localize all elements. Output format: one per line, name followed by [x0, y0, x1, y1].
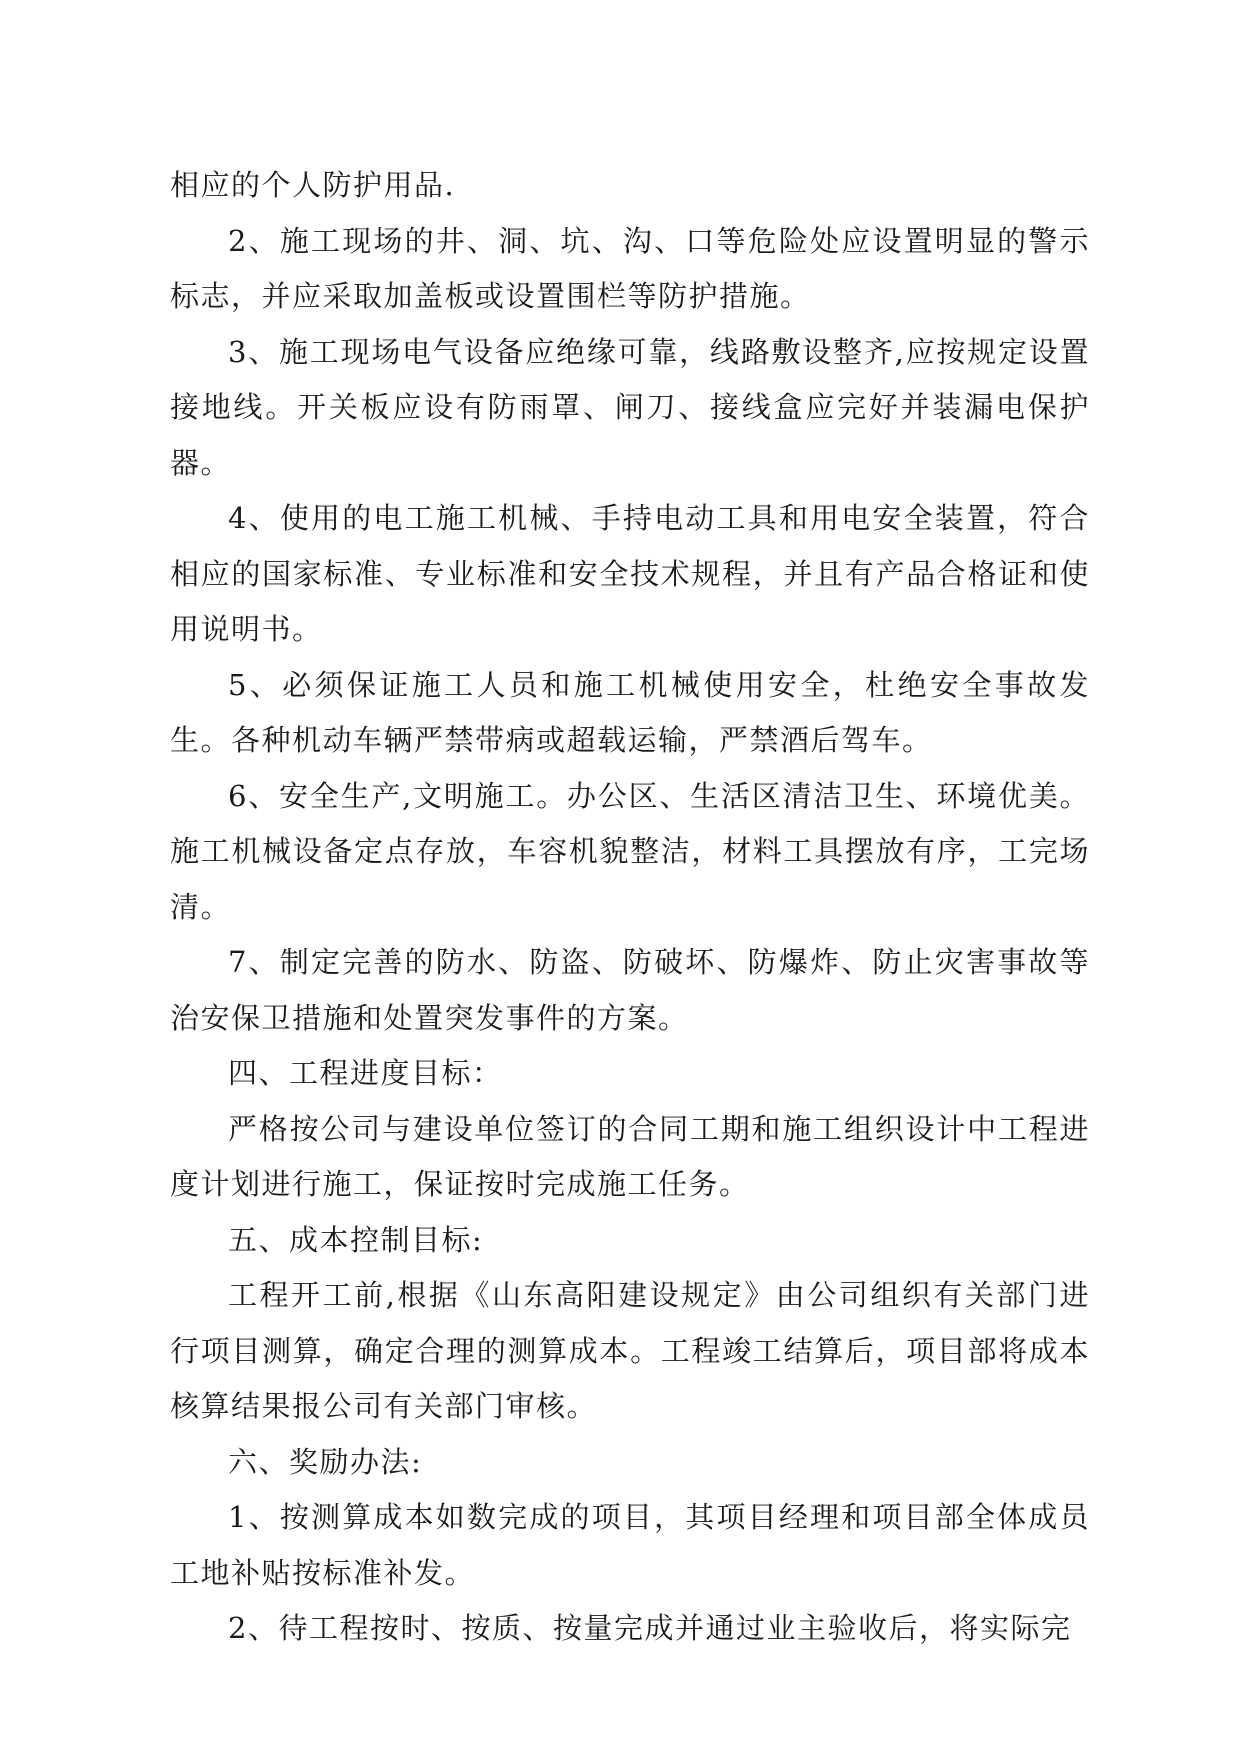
section-heading-cost: 五、成本控制目标: [228, 1222, 484, 1257]
paragraph: 7、制定完善的防水、防盗、防破坏、防爆炸、防止灾害事故等治安保卫措施和处置突发事件的方案。 [170, 945, 1090, 1035]
paragraph: 5、必须保证施工人员和施工机械使用安全，杜绝安全事故发生。各种机动车辆严禁带病或超载运输，严禁酒后驾车。 [170, 667, 1090, 757]
paragraph: 2、施工现场的井、洞、坑、沟、口等危险处应设置明显的警示标志，并应采取加盖板或设置围栏等防护措施。 [170, 223, 1090, 313]
section-heading-reward: 六、奖励办法: [228, 1444, 423, 1479]
section-heading-progress: 四、工程进度目标： [228, 1056, 503, 1090]
paragraph: 工程开工前,根据《山东高阳建设规定》由公司组织有关部门进行项目测算，确定合理的测算成本。工程竣工结算后，项目部将成本核算结果报公司有关部门审核。 [170, 1278, 1090, 1423]
paragraph: 3、施工现场电气设备应绝缘可靠，线路敷设整齐,应按规定设置接地线。开关板应设有防雨罩、闸刀、接线盒应完好并装漏电保护器。 [170, 334, 1090, 480]
paragraph: 4、使用的电工施工机械、手持电动工具和用电安全装置，符合相应的国家标准、专业标准和安全技术规程，并且有产品合格证和使用说明书。 [170, 501, 1090, 646]
paragraph: 6、安全生产,文明施工。办公区、生活区清洁卫生、环境优美。施工机械设备定点存放，车容机貌整洁，材料工具摆放有序，工完场清。 [170, 778, 1090, 924]
paragraph: 严格按公司与建设单位签订的合同工期和施工组织设计中工程进度计划进行施工，保证按时完成施工任务。 [170, 1111, 1090, 1201]
paragraph: 相应的个人防护用品. [170, 168, 456, 202]
paragraph: 2、待工程按时、按质、按量完成并通过业主验收后，将实际完 [228, 1611, 1072, 1645]
document-body [170, 158, 1090, 1657]
paragraph: 1、按测算成本如数完成的项目，其项目经理和项目部全体成员工地补贴按标准补发。 [170, 1500, 1090, 1590]
